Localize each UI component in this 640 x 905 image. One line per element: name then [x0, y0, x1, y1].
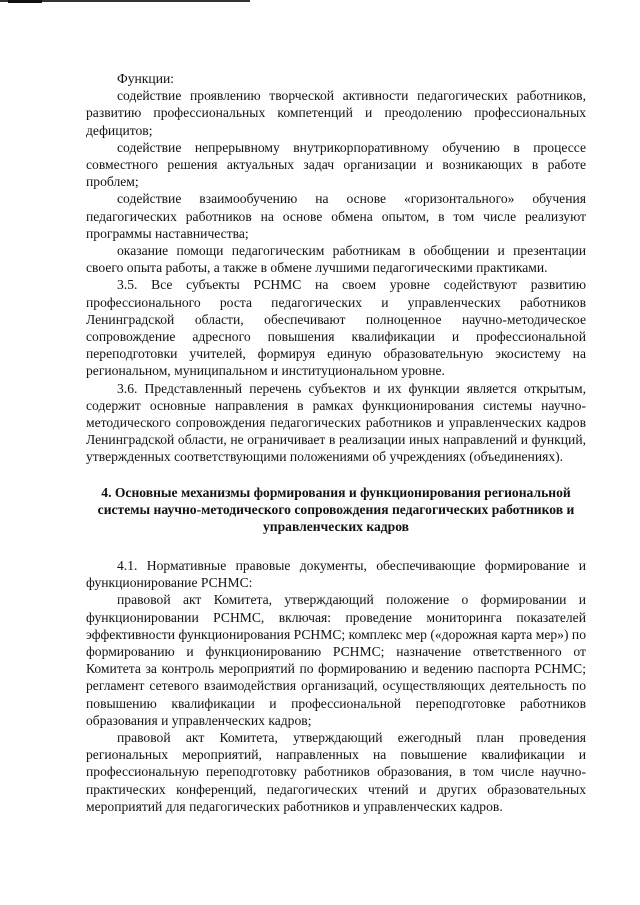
- section-4-heading: [86, 484, 586, 536]
- legal-act-item: правовой акт Комитета, утверждающий ежегодный план проведения региональных мероприятий, направленных на повышение квалификации и профессиональную переподготовку работников образования, в том числе научно-практических конференций, педагогических чтений и других образовательных мероприятий для педагогических работников и управленческих кадров.: [86, 729, 586, 814]
- function-item: содействие взаимообучению на основе «горизонтального» обучения педагогических работников на основе обмена опытом, в том числе реализуют программы наставничества;: [86, 191, 586, 241]
- function-item: оказание помощи педагогическим работникам в обобщении и презентации своего опыта работы, а также в обмене лучшими педагогическими практиками.: [86, 243, 586, 276]
- legal-act-item: правовой акт Комитета, утверждающий положение о формировании и функционировании РСНМС, включая: проведение мониторинга показателей эффективности функционирования РСНМС; комплекс мер («дорожная карта мер») по формированию и функционированию РСНМС; назначение ответственного от Комитета за контроль мероприятий по формированию и ведению паспорта РСНМС; регламент сетевого взаимодействия организаций, осуществляющих деятельность по повышению квалификации и профессиональной переподготовке работников образования и управленческих кадров;: [86, 592, 586, 728]
- section-4-heading-line: 4. Основные механизмы формирования и функционирования региональной: [101, 484, 571, 500]
- clause-4-1: 4.1. Нормативные правовые документы, обеспечивающие формирование и функционирование РСНМС:: [86, 557, 586, 591]
- section-4-heading-line: управленческих кадров: [262, 519, 410, 535]
- page-top-mark: [8, 0, 42, 3]
- clause-3-5: 3.5. Все субъекты РСНМС на своем уровне содействуют развитию профессионального роста педагогических и управленческих работников Ленинградской области, обеспечивают полноценное научно-методическое сопровождение адресного повышения квалификации и профессиональной переподготовки учителей, формируя единую образовательную экосистему на региональном, муниципальном и институциональном уровне.: [86, 277, 586, 379]
- clause-3-6: 3.6. Представленный перечень субъектов и их функции является открытым, содержит основные направления в рамках функционирования системы научно-методического сопровождения педагогических работников и управленческих кадров Ленинградской области, не ограничивает в реализации иных направлений и функций, утвержденных соответствующими положениями об учреждениях (объединениях).: [86, 380, 586, 465]
- functions-label: Функции:: [117, 71, 175, 86]
- function-item: содействие непрерывному внутрикорпоративному обучению в процессе совместного решения актуальных задач организации и возникающих в работе проблем;: [86, 139, 586, 190]
- section-4-heading-line: системы научно-методического сопровождения педагогических работников и: [97, 502, 575, 518]
- document-page: [86, 70, 586, 815]
- function-item: содействие проявлению творческой активности педагогических работников, развитию профессиональных компетенций и преодолению профессиональных дефицитов;: [86, 88, 586, 138]
